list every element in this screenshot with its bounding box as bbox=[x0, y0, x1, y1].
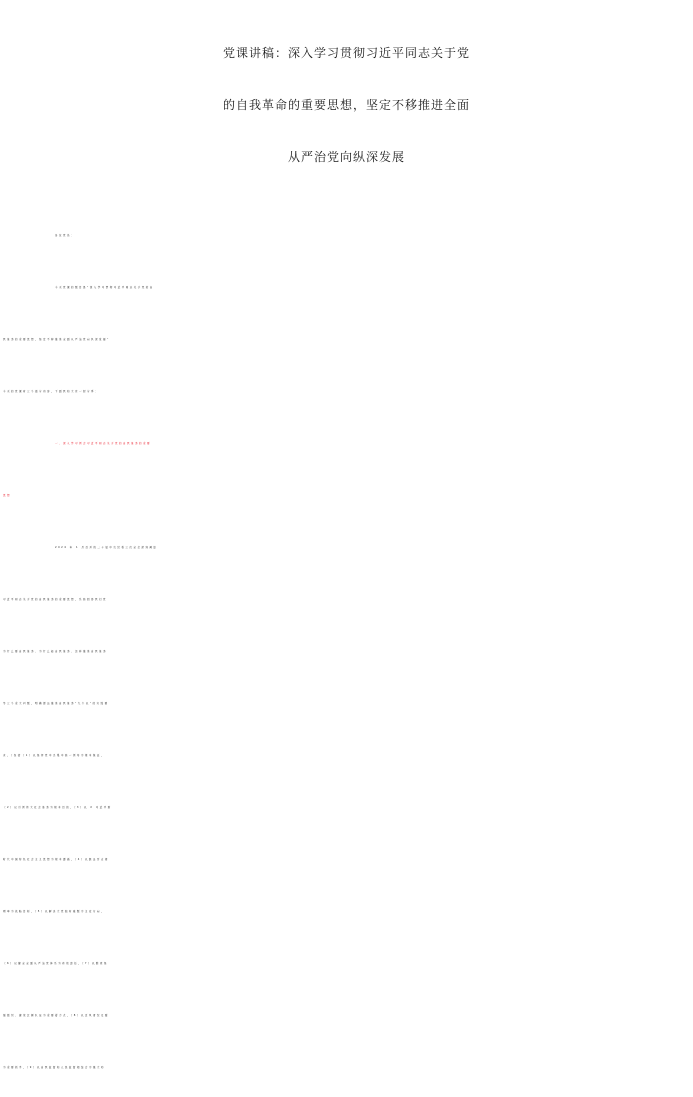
title-line: 党课讲稿：深入学习贯彻习近平同志关于党 bbox=[222, 46, 470, 60]
title-line: 从严治党向纵深发展 bbox=[287, 150, 405, 164]
body-line: （6）以健全全面从严治党体系为有效途径，（7）以锻造坚 bbox=[3, 962, 108, 965]
section-heading-line: 一、深入学习领会习近平同志关于党的自我革命的重要 bbox=[55, 442, 152, 445]
body-line: （2）以引领伟大社会革命为根本目的，（3）以 X 习近平新 bbox=[3, 806, 112, 809]
body-line: 等三个重大问题，明确提出推进自我革命“九个以”的实践要 bbox=[3, 702, 109, 705]
body-line: 求。（包括（1）以坚持党中央集中统一领导为根本保证， bbox=[3, 754, 105, 757]
body-line: 为什么要自我革命、为什么能自我革命、怎样推进自我革命 bbox=[3, 650, 108, 653]
title-line: 的自我革命的重要思想，坚定不移推进全面 bbox=[222, 98, 470, 112]
intro-line: 今天的党课有三个部分内容，下面我和大家一起分享： bbox=[3, 390, 100, 393]
intro-line: 今天党课的题目是“深入学习贯彻习近平同志关于党的自 bbox=[55, 286, 154, 289]
body-line: 2024 年 1 月召开的二十届中央纪委三次全会深刻阐述 bbox=[55, 546, 158, 549]
body-line: 为重要抓手，（9）以自我监督和人民监督相结合为强大动 bbox=[3, 1066, 105, 1069]
document-title bbox=[0, 27, 693, 183]
body-line: 时代中国特色社会主义思想为根本遵循，（4）以跳出历史周 bbox=[3, 858, 109, 861]
body-line: 强组织、建设过硬队伍为重要着力点，（8）以正风肃纪反腐 bbox=[3, 1014, 109, 1017]
greeting-text: 各位党员： bbox=[55, 234, 76, 237]
section-heading-line: 思想 bbox=[3, 494, 12, 497]
intro-line: 我革命的重要思想，坚定不移推进全面从严治党向纵深发展” bbox=[3, 338, 110, 341]
body-line: 期率为战略目标，（5）以解决大党独有难题为主攻方向， bbox=[3, 910, 105, 913]
body-line: 习近平同志关于党的自我革命的重要思想，系统回答我们党 bbox=[3, 598, 108, 601]
